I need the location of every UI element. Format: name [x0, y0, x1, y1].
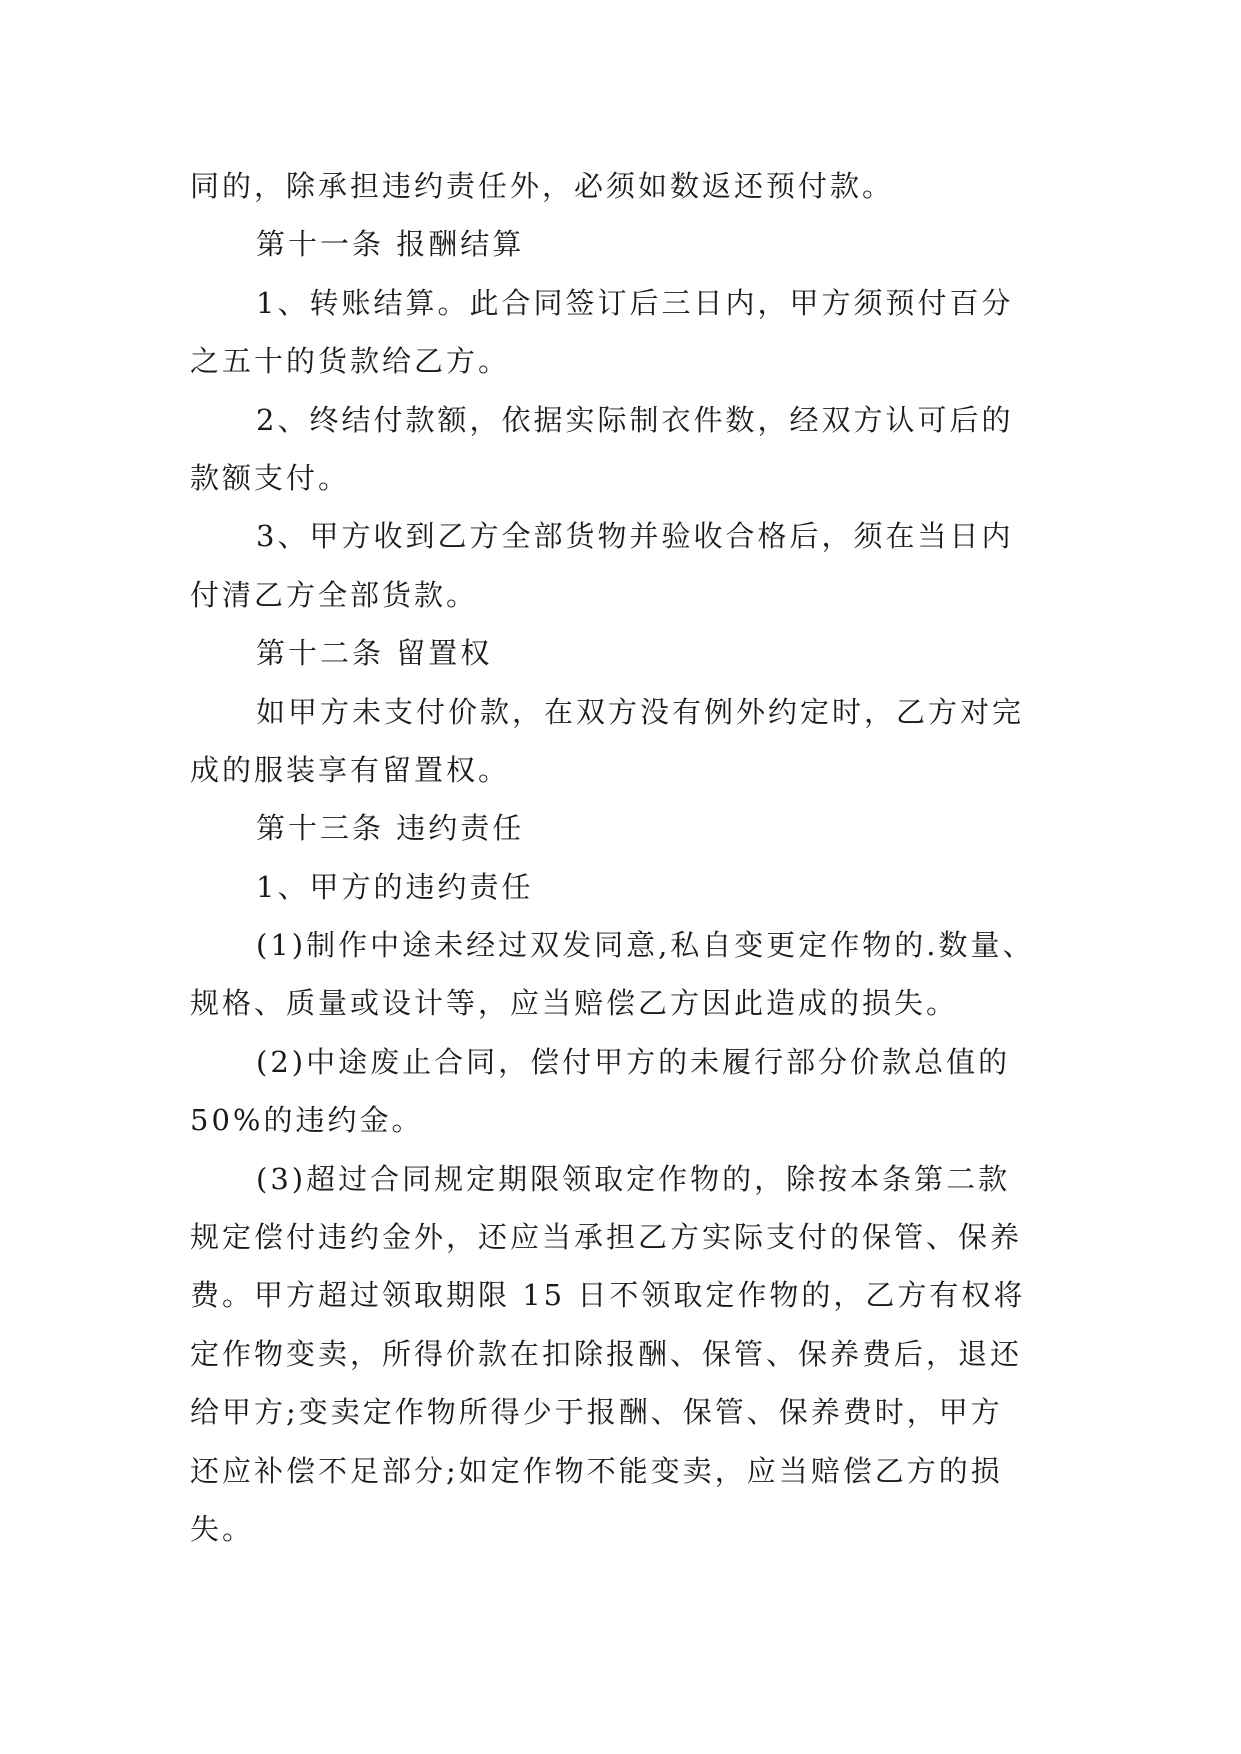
text-line: 2、终结付款额，依据实际制衣件数，经双方认可后的 — [256, 402, 1014, 437]
text-line: 同的，除承担违约责任外，必须如数返还预付款。 — [190, 169, 895, 203]
text-line: 1、转账结算。此合同签订后三日内，甲方须预付百分 — [256, 285, 1014, 320]
text-line: 如甲方未支付价款，在双方没有例外约定时，乙方对完 — [256, 694, 1025, 729]
text-line: 第十一条 报酬结算 — [256, 227, 525, 262]
text-line: 付清乙方全部货款。 — [190, 577, 479, 612]
text-line: 成的服装享有留置权。 — [190, 752, 511, 787]
text-line: 规格、质量或设计等，应当赔偿乙方因此造成的损失。 — [190, 986, 959, 1021]
text-line: 还应补偿不足部分;如定作物不能变卖，应当赔偿乙方的损 — [190, 1453, 1003, 1488]
text-line: (3)超过合同规定期限领取定作物的，除按本条第二款 — [256, 1161, 1011, 1196]
text-line: 第十二条 留置权 — [256, 636, 493, 671]
text-line: (2)中途废止合同，偿付甲方的未履行部分价款总值的 — [256, 1044, 1011, 1079]
text-line: 定作物变卖，所得价款在扣除报酬、保管、保养费后，退还 — [190, 1336, 1023, 1371]
text-line: 款额支付。 — [190, 460, 351, 495]
text-line: 第十三条 违约责任 — [256, 811, 525, 846]
text-line: (1)制作中途未经过双发同意,私自变更定作物的.数量、 — [256, 928, 1035, 963]
text-line: 之五十的货款给乙方。 — [190, 344, 511, 379]
text-line: 费。甲方超过领取期限 15 日不领取定作物的，乙方有权将 — [190, 1278, 1026, 1313]
text-line: 50%的违约金。 — [190, 1103, 424, 1138]
document-page — [190, 157, 1058, 1558]
text-line: 规定偿付违约金外，还应当承担乙方实际支付的保管、保养 — [190, 1220, 1023, 1255]
text-line: 给甲方;变卖定作物所得少于报酬、保管、保养费时，甲方 — [190, 1395, 1003, 1430]
text-line: 3、甲方收到乙方全部货物并验收合格后，须在当日内 — [256, 519, 1014, 554]
text-line: 1、甲方的违约责任 — [256, 869, 534, 904]
text-line: 失。 — [190, 1511, 255, 1546]
